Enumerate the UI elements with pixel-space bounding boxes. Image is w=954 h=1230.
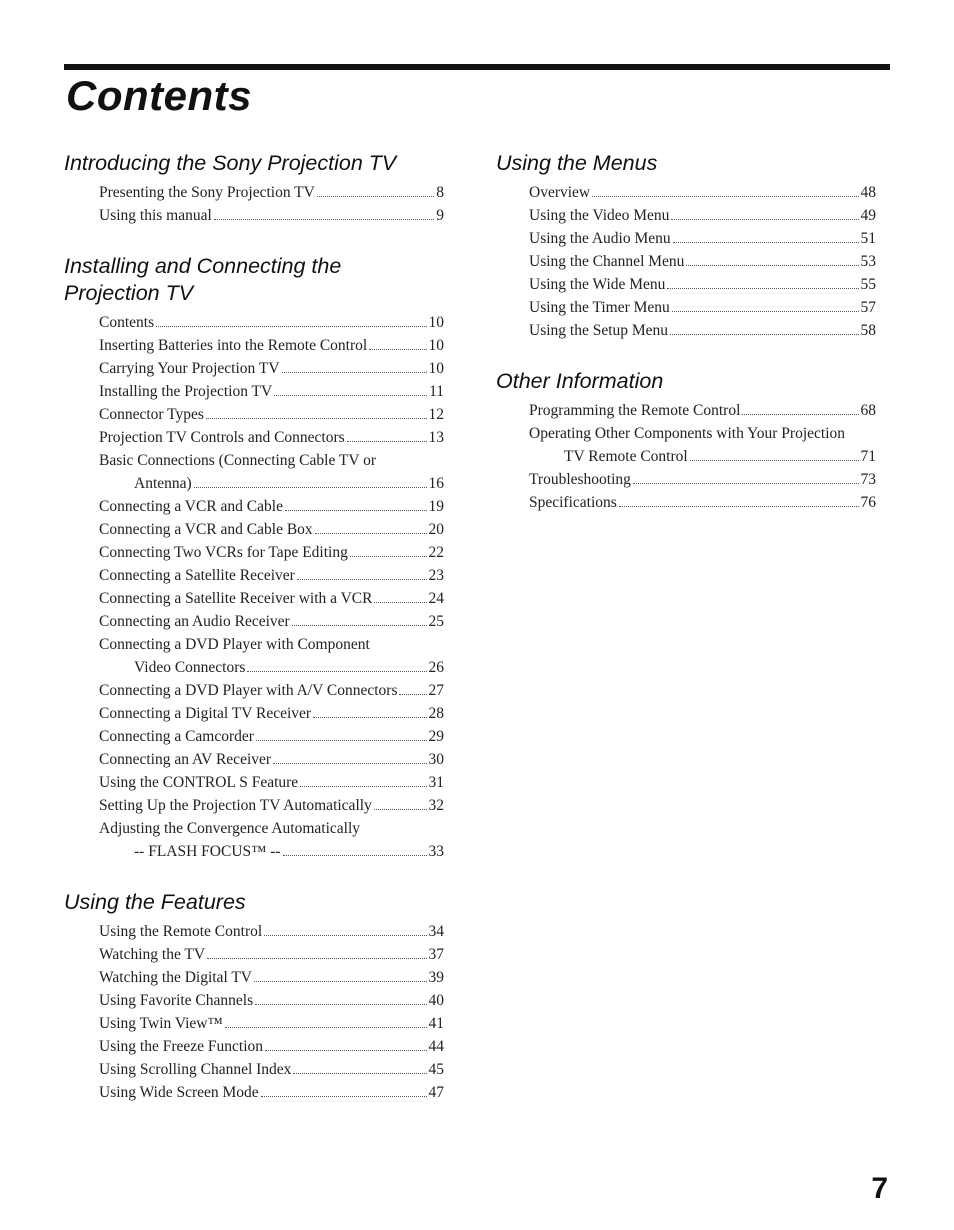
- toc-entry-title-continuation: -- FLASH FOCUS™ --: [134, 843, 281, 860]
- section-heading: Using the Menus: [496, 151, 658, 175]
- toc-entry[interactable]: [64, 943, 444, 966]
- dot-leader: [315, 533, 427, 534]
- toc-entry-line: [529, 296, 876, 319]
- toc-section-other-information: [496, 368, 876, 514]
- toc-entry-title: Using the Wide Menu: [529, 276, 666, 293]
- toc-entry-page: 27: [428, 682, 444, 699]
- dot-leader: [667, 288, 858, 289]
- toc-entry-title: Using the Freeze Function: [99, 1038, 264, 1055]
- toc-entry-title: Connecting an AV Receiver: [99, 751, 272, 768]
- toc-entry-line: [99, 771, 444, 794]
- toc-entry[interactable]: [64, 794, 444, 817]
- toc-entry-line: [529, 204, 876, 227]
- toc-entry[interactable]: [64, 679, 444, 702]
- toc-entry-title: Specifications: [529, 494, 617, 511]
- toc-entry[interactable]: [64, 1035, 444, 1058]
- toc-entry-line: [99, 472, 444, 495]
- toc-entry[interactable]: [496, 204, 876, 227]
- toc-entry-title: Setting Up the Projection TV Automatically: [99, 797, 372, 814]
- toc-entry-page: 47: [428, 1084, 444, 1101]
- dot-leader: [283, 855, 427, 856]
- dot-leader: [374, 602, 426, 603]
- toc-entry-title: Connecting a VCR and Cable Box: [99, 521, 313, 538]
- dot-leader: [313, 717, 426, 718]
- toc-entry-line: [529, 227, 876, 250]
- toc-entry[interactable]: [64, 334, 444, 357]
- toc-entry-page: 68: [860, 402, 876, 419]
- section-heading-line: Installing and Connecting the: [64, 254, 342, 278]
- toc-entry-page: 48: [860, 184, 876, 201]
- page-number: 7: [871, 1172, 888, 1205]
- dot-leader: [300, 786, 426, 787]
- toc-entry-page: 11: [429, 383, 444, 400]
- toc-entry-title: Connector Types: [99, 406, 204, 423]
- toc-entry-page: 49: [860, 207, 876, 224]
- toc-entry-line: [99, 679, 444, 702]
- dot-leader: [374, 809, 427, 810]
- toc-entry-line: [99, 943, 444, 966]
- toc-entry-page: 29: [428, 728, 444, 745]
- toc-entry[interactable]: [496, 468, 876, 491]
- dot-leader: [673, 242, 859, 243]
- toc-entry[interactable]: [64, 920, 444, 943]
- toc-entry[interactable]: [64, 1081, 444, 1104]
- toc-entry-title: Inserting Batteries into the Remote Control: [99, 337, 368, 354]
- dot-leader: [156, 326, 426, 327]
- toc-entry-title: Watching the TV: [99, 946, 206, 963]
- toc-entry[interactable]: [496, 227, 876, 250]
- toc-entry-line: [99, 1058, 444, 1081]
- toc-entry-line: [99, 541, 444, 564]
- dot-leader: [672, 311, 859, 312]
- dot-leader: [671, 219, 858, 220]
- toc-entry-page: 16: [428, 475, 444, 492]
- toc-entry-page: 8: [436, 184, 444, 201]
- dot-leader: [350, 556, 427, 557]
- toc-entry-title: Contents: [99, 314, 155, 331]
- toc-entry-page: 10: [428, 360, 444, 377]
- toc-entry[interactable]: [64, 817, 444, 863]
- toc-entry-page: 51: [860, 230, 876, 247]
- toc-entry-line: [529, 491, 876, 514]
- toc-entry-page: 55: [860, 276, 876, 293]
- toc-entry-page: 12: [428, 406, 444, 423]
- toc-section-using-the-menus: [496, 150, 876, 342]
- toc-entry-line: [99, 1012, 444, 1035]
- toc-entry[interactable]: [64, 633, 444, 679]
- toc-entry-list: [496, 181, 876, 342]
- toc-entry-line: [529, 468, 876, 491]
- toc-entry-title: Using the Audio Menu: [529, 230, 671, 247]
- toc-entry-page: 10: [428, 314, 444, 331]
- toc-section-installing-and-connecting-the-projection-tv: [64, 253, 444, 863]
- dot-leader: [282, 372, 427, 373]
- toc-entry-line: [99, 518, 444, 541]
- toc-entry-title: Connecting an Audio Receiver: [99, 613, 290, 630]
- section-heading: [64, 253, 444, 307]
- dot-leader: [206, 418, 427, 419]
- dot-leader: [214, 219, 434, 220]
- toc-entry-line: [99, 1035, 444, 1058]
- toc-entry-line: [99, 966, 444, 989]
- toc-entry-line: [99, 725, 444, 748]
- toc-entry-title: Connecting a DVD Player with A/V Connectors: [99, 682, 398, 699]
- dot-leader: [225, 1027, 427, 1028]
- toc-section-using-the-features: [64, 889, 444, 1104]
- toc-entry[interactable]: [64, 771, 444, 794]
- toc-entry-title-continuation: TV Remote Control: [564, 448, 688, 465]
- toc-entry-title: Installing the Projection TV: [99, 383, 273, 400]
- dot-leader: [690, 460, 859, 461]
- toc-entry-page: 25: [428, 613, 444, 630]
- title-rule: [64, 64, 890, 70]
- toc-entry-line: [529, 250, 876, 273]
- toc-section-introducing-the-sony-projection-tv: [64, 150, 444, 227]
- toc-entry-page: 9: [436, 207, 444, 224]
- toc-left-column: [64, 150, 444, 1130]
- toc-entry-line: [99, 495, 444, 518]
- dot-leader: [194, 487, 427, 488]
- dot-leader: [670, 334, 858, 335]
- toc-entry-line: [529, 273, 876, 296]
- toc-entry-line: [99, 380, 444, 403]
- toc-entry-page: 71: [860, 448, 876, 465]
- toc-entry-line: [99, 702, 444, 725]
- toc-entry[interactable]: [496, 422, 876, 468]
- toc-entry-page: 53: [860, 253, 876, 270]
- toc-entry-line: [529, 399, 876, 422]
- dot-leader: [619, 506, 859, 507]
- toc-entry-title: Operating Other Components with Your Projection: [529, 425, 846, 442]
- toc-entry-page: 20: [428, 521, 444, 538]
- toc-entry-line: [99, 1081, 444, 1104]
- toc-entry-list: [64, 181, 444, 227]
- toc-entry[interactable]: [496, 250, 876, 273]
- section-heading: Using the Features: [64, 890, 246, 914]
- dot-leader: [264, 935, 426, 936]
- toc-entry-title: Using Wide Screen Mode: [99, 1084, 259, 1101]
- dot-leader: [686, 265, 858, 266]
- toc-entry-title: Using the Setup Menu: [529, 322, 669, 339]
- toc-entry[interactable]: [64, 725, 444, 748]
- toc-entry-title: Carrying Your Projection TV: [99, 360, 280, 377]
- toc-entry[interactable]: [64, 564, 444, 587]
- toc-entry-line: [99, 840, 444, 863]
- toc-entry-page: 19: [428, 498, 444, 515]
- toc-entry[interactable]: [496, 399, 876, 422]
- toc-entry-line: [99, 311, 444, 334]
- toc-entry[interactable]: [64, 518, 444, 541]
- toc-entry-title: Connecting a Digital TV Receiver: [99, 705, 312, 722]
- toc-entry-line: [99, 748, 444, 771]
- toc-entry[interactable]: [64, 357, 444, 380]
- page-title: Contents: [66, 72, 252, 119]
- dot-leader: [742, 414, 858, 415]
- toc-entry-line: [529, 181, 876, 204]
- dot-leader: [254, 981, 426, 982]
- toc-entry[interactable]: [496, 181, 876, 204]
- toc-entry[interactable]: [64, 426, 444, 449]
- toc-entry-title-continuation: Antenna): [134, 475, 192, 492]
- dot-leader: [207, 958, 426, 959]
- toc-entry[interactable]: [64, 1058, 444, 1081]
- dot-leader: [256, 740, 427, 741]
- toc-entry-page: 41: [428, 1015, 444, 1032]
- section-heading: Other Information: [496, 369, 664, 393]
- toc-entry[interactable]: [64, 181, 444, 204]
- toc-entry-title: Using the Remote Control: [99, 923, 263, 940]
- toc-entry[interactable]: [64, 403, 444, 426]
- toc-entry-list: [64, 920, 444, 1104]
- dot-leader: [292, 625, 427, 626]
- dot-leader: [247, 671, 426, 672]
- toc-entry-line: [99, 989, 444, 1012]
- toc-entry-line: [99, 426, 444, 449]
- toc-entry[interactable]: [64, 449, 444, 495]
- toc-entry[interactable]: [64, 541, 444, 564]
- dot-leader: [399, 694, 426, 695]
- dot-leader: [369, 349, 426, 350]
- toc-entry-page: 13: [428, 429, 444, 446]
- toc-entry-line: [99, 587, 444, 610]
- toc-entry-page: 58: [860, 322, 876, 339]
- toc-entry[interactable]: [496, 273, 876, 296]
- toc-right-column: [496, 150, 876, 540]
- toc-entry[interactable]: [64, 1012, 444, 1035]
- toc-entry-line: [99, 334, 444, 357]
- toc-entry-page: 73: [860, 471, 876, 488]
- toc-entry-title: Overview: [529, 184, 591, 201]
- dot-leader: [265, 1050, 426, 1051]
- dot-leader: [297, 579, 427, 580]
- toc-entry-line: [99, 181, 444, 204]
- toc-entry-page: 44: [428, 1038, 444, 1055]
- dot-leader: [293, 1073, 426, 1074]
- toc-entry-title: Using the Channel Menu: [529, 253, 685, 270]
- toc-entry[interactable]: [64, 495, 444, 518]
- toc-entry-line: [99, 564, 444, 587]
- toc-entry-list: [64, 311, 444, 863]
- dot-leader: [274, 395, 427, 396]
- toc-entry-page: 26: [428, 659, 444, 676]
- toc-entry-title: Programming the Remote Control: [529, 402, 741, 419]
- dot-leader: [273, 763, 426, 764]
- toc-entry-page: 33: [428, 843, 444, 860]
- toc-entry-line: [99, 403, 444, 426]
- toc-entry-page: 40: [428, 992, 444, 1009]
- dot-leader: [261, 1096, 427, 1097]
- toc-entry-page: 28: [428, 705, 444, 722]
- toc-entry-page: 24: [428, 590, 444, 607]
- dot-leader: [633, 483, 859, 484]
- dot-leader: [592, 196, 858, 197]
- toc-entry-title: Using Twin View™: [99, 1015, 223, 1032]
- toc-entry-title: Connecting Two VCRs for Tape Editing: [99, 544, 348, 561]
- toc-entry-title: Projection TV Controls and Connectors: [99, 429, 345, 446]
- toc-entry[interactable]: [64, 989, 444, 1012]
- toc-entry-title: Using Favorite Channels: [99, 992, 254, 1009]
- dot-leader: [255, 1004, 426, 1005]
- toc-entry[interactable]: [64, 204, 444, 227]
- toc-entry[interactable]: [64, 610, 444, 633]
- toc-entry[interactable]: [64, 966, 444, 989]
- toc-entry-page: 34: [428, 923, 444, 940]
- toc-entry[interactable]: [64, 311, 444, 334]
- toc-entry-page: 37: [428, 946, 444, 963]
- toc-entry-title: Connecting a DVD Player with Component: [99, 636, 370, 653]
- toc-entry[interactable]: [64, 380, 444, 403]
- toc-entry-title: Presenting the Sony Projection TV: [99, 184, 315, 201]
- toc-entry-title: Using the Video Menu: [529, 207, 670, 224]
- toc-entry-title: Watching the Digital TV: [99, 969, 253, 986]
- section-heading: Introducing the Sony Projection TV: [64, 151, 397, 175]
- toc-entry-title: Using this manual: [99, 207, 212, 224]
- toc-entry[interactable]: [64, 702, 444, 725]
- toc-entry-line: [99, 610, 444, 633]
- toc-entry-title: Using the Timer Menu: [529, 299, 670, 316]
- section-heading-line: Projection TV: [64, 281, 194, 305]
- dot-leader: [347, 441, 427, 442]
- toc-entry-line: [99, 794, 444, 817]
- toc-entry-page: 39: [428, 969, 444, 986]
- toc-entry-line: [99, 656, 444, 679]
- toc-entry-page: 57: [860, 299, 876, 316]
- toc-entry-title: Connecting a Camcorder: [99, 728, 254, 745]
- toc-entry-page: 32: [428, 797, 444, 814]
- toc-entry-title-continuation: Video Connectors: [134, 659, 246, 676]
- toc-entry-page: 30: [428, 751, 444, 768]
- dot-leader: [317, 196, 434, 197]
- toc-entry-line: [99, 920, 444, 943]
- toc-entry-page: 23: [428, 567, 444, 584]
- toc-entry-line: [529, 445, 876, 468]
- toc-entry[interactable]: [496, 296, 876, 319]
- toc-entry-title: Connecting a VCR and Cable: [99, 498, 283, 515]
- toc-entry-title: Connecting a Satellite Receiver with a VCR: [99, 590, 373, 607]
- toc-entry-title: Using the CONTROL S Feature: [99, 774, 299, 791]
- toc-entry-list: [496, 399, 876, 514]
- toc-entry[interactable]: [64, 748, 444, 771]
- toc-entry-line: [99, 357, 444, 380]
- dot-leader: [285, 510, 427, 511]
- toc-entry-page: 10: [428, 337, 444, 354]
- toc-entry-page: 76: [860, 494, 876, 511]
- toc-entry[interactable]: [496, 319, 876, 342]
- toc-entry-page: 31: [428, 774, 444, 791]
- toc-entry[interactable]: [64, 587, 444, 610]
- toc-entry-title: Using Scrolling Channel Index: [99, 1061, 292, 1078]
- toc-entry-title: Basic Connections (Connecting Cable TV or: [99, 452, 377, 469]
- toc-entry-title: Adjusting the Convergence Automatically: [99, 820, 361, 837]
- toc-entry-line: [529, 319, 876, 342]
- toc-entry-title: Connecting a Satellite Receiver: [99, 567, 295, 584]
- toc-entry-page: 45: [428, 1061, 444, 1078]
- toc-entry-line: [99, 204, 444, 227]
- toc-entry-title: Troubleshooting: [529, 471, 631, 488]
- toc-entry-page: 22: [428, 544, 444, 561]
- toc-entry[interactable]: [496, 491, 876, 514]
